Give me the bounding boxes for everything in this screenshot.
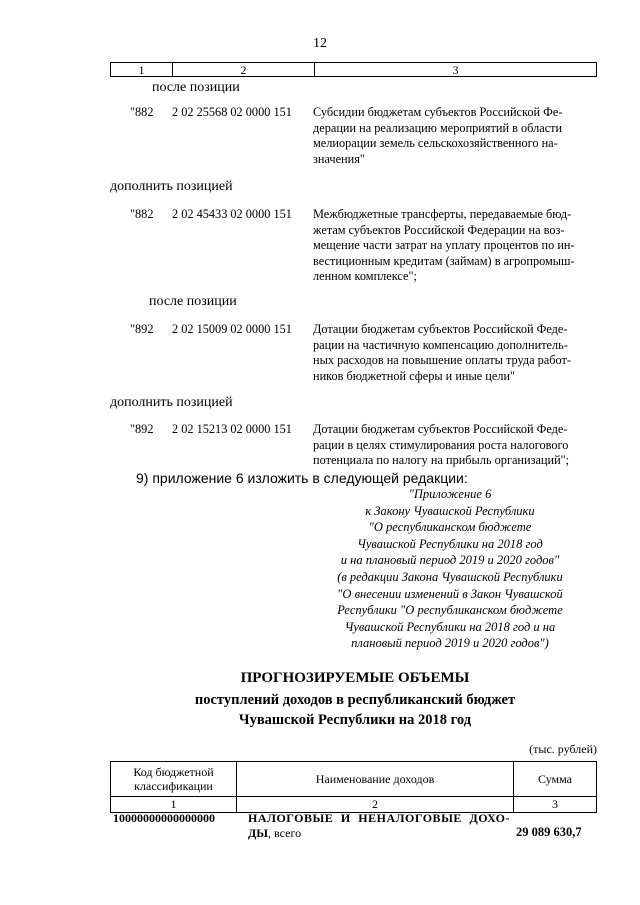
entry-description: [313, 105, 596, 167]
header-name: Наименование доходов: [237, 762, 514, 796]
entry-admin-code: "892: [130, 422, 154, 436]
row-name-line1: НАЛОГОВЫЕ И НЕНАЛОГОВЫЕ ДОХО-: [248, 811, 510, 825]
description-line: значения": [313, 151, 365, 166]
row-name-line2-rest: , всего: [268, 826, 302, 840]
description-line: Межбюджетные трансферты, передаваемые бюд-: [313, 207, 572, 221]
appendix-line: Республики "О республиканском бюджете: [337, 603, 563, 618]
description-line: вестиционным кредитам (займам) в агропромыш-: [313, 253, 575, 268]
entry-budget-code: 2 02 45433 02 0000 151: [172, 207, 292, 221]
description-line: ников бюджетной сферы и иные цели": [313, 368, 516, 383]
description-line: рации в целях стимулирования роста налогового: [313, 437, 569, 452]
col-number-2: 2: [173, 63, 315, 76]
header-code: Код бюджетной классификации: [111, 762, 237, 796]
entry-budget-code: 2 02 25568 02 0000 151: [172, 105, 292, 119]
appendix-line: Чувашской Республики на 2018 год: [357, 536, 543, 551]
document-title: ПРОГНОЗИРУЕМЫЕ ОБЪЕМЫ: [240, 670, 470, 686]
description-line: мещение части затрат на уплату процентов по ин-: [313, 238, 575, 253]
entry-admin-code: "882: [130, 207, 154, 221]
document-subtitle: Чувашской Республики на 2018 год: [238, 712, 472, 728]
appendix-line: плановый период 2019 и 2020 годов"): [351, 636, 549, 651]
description-line: Дотации бюджетам субъектов Российской Феде-: [313, 422, 568, 436]
description-line: рации на частичную компенсацию дополнитель-: [313, 337, 568, 352]
description-line: дерации на реализацию мероприятий в области: [313, 120, 563, 135]
table-row-code: 10000000000000000: [113, 811, 215, 825]
col-number-3: 3: [552, 797, 558, 811]
appendix-line: (в редакции Закона Чувашской Республики: [337, 569, 563, 584]
appendix-note: [300, 486, 600, 652]
col-number-1: 1: [111, 797, 237, 812]
appendix-line: и на плановый период 2019 и 2020 годов": [340, 553, 560, 568]
unit-label: (тыс. рублей): [529, 742, 597, 756]
appendix-line: к Закону Чувашской Республики: [365, 503, 535, 518]
description-line: ных расходов на повышение оплаты труда работ-: [313, 353, 571, 368]
entry-budget-code: 2 02 15213 02 0000 151: [172, 422, 292, 436]
section-label: после позиции: [149, 294, 237, 309]
description-line: потенциала по налогу на прибыль организаций";: [313, 453, 570, 468]
entry-description: [313, 422, 596, 469]
description-line: ленном комплексе";: [313, 269, 417, 284]
col-number-2: 2: [237, 797, 514, 812]
entry-description: [313, 207, 596, 285]
entry-budget-code: 2 02 15009 02 0000 151: [172, 322, 292, 336]
appendix-line: "Приложение 6: [408, 487, 492, 501]
appendix-line: "О внесении изменений в Закон Чувашской: [337, 586, 563, 601]
entry-description: [313, 322, 596, 384]
header-sum: Сумма: [538, 771, 572, 786]
document-subtitle: поступлений доходов в республиканский бюджет: [194, 692, 516, 708]
entry-admin-code: "892: [130, 322, 154, 336]
page-number: 12: [313, 36, 327, 51]
description-line: мелиорации земель сельскохозяйственного на-: [313, 136, 558, 151]
budget-table-header: [110, 761, 597, 813]
appendix-line: "О республиканском бюджете: [368, 520, 532, 535]
description-line: Дотации бюджетам субъектов Российской Феде-: [313, 322, 568, 336]
entry-admin-code: "882: [130, 105, 154, 119]
description-line: Субсидии бюджетам субъектов Российской Фе-: [313, 105, 563, 119]
item-9-instruction: 9) приложение 6 изложить в следующей редакции:: [136, 470, 468, 486]
description-line: жетам субъектов Российской Федерации на воз-: [313, 222, 565, 237]
section-label: после позиции: [152, 80, 240, 95]
row-name-line2-bold: ДЫ: [248, 826, 269, 840]
section-label: дополнить позицией: [110, 395, 233, 410]
column-number-table: [110, 62, 597, 77]
section-label: дополнить позицией: [110, 179, 233, 194]
col-number-3: 3: [452, 63, 459, 77]
table-row-sum: 29 089 630,7: [516, 825, 582, 839]
appendix-line: Чувашской Республики на 2018 год и на: [344, 619, 556, 634]
col-number-1: 1: [111, 63, 173, 76]
table-row-name: [248, 811, 510, 841]
